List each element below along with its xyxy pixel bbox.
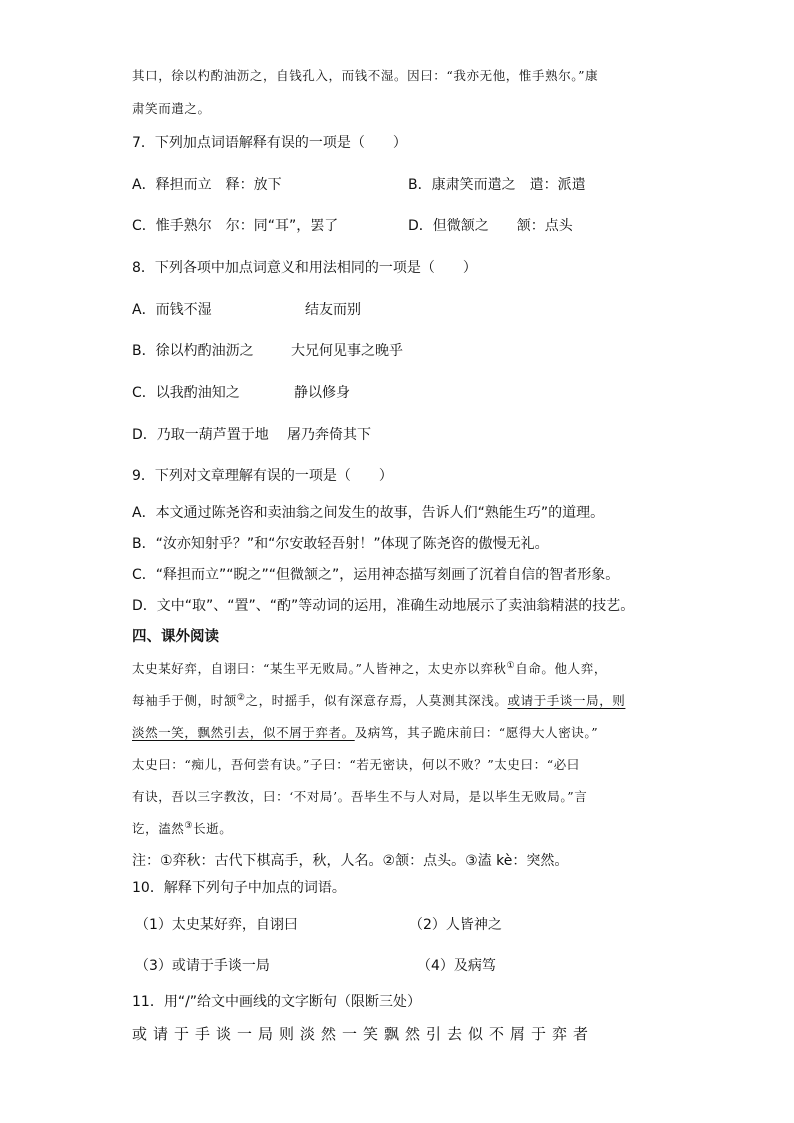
- question-8-option-a[interactable]: A．而钱不湿: [132, 302, 212, 318]
- question-10-stem: 10．解释下列句子中加点的词语。: [132, 880, 346, 896]
- passage-text: 每袖手于侧，时颔: [132, 693, 237, 708]
- question-9-option-c[interactable]: C．“释担而立”“睨之”“但微颔之”，运用神态描写刻画了沉着自信的智者形象。: [132, 567, 620, 583]
- question-8-stem: 8．下列各项中加点词意义和用法相同的一项是（ ）: [132, 260, 477, 276]
- question-7-option-b[interactable]: B．康肃笑而遣之 遣：派遣: [408, 177, 586, 193]
- reading-passage-line-5: 有诀，吾以三字教汝，曰：‘不对局’。吾毕生不与人对局，是以毕生无败局。”言: [132, 789, 588, 804]
- question-10-item-3: （3）或请于手谈一局: [135, 958, 270, 974]
- question-8-option-a-compare: 结友而别: [305, 302, 361, 318]
- passage-tail-line-1: 其口，徐以杓酌油沥之，自钱孔入，而钱不湿。因曰：“我亦无他，惟手熟尔。”康: [132, 68, 599, 83]
- passage-notes: 注：①弈秋：古代下棋高手，秋，人名。②颔：点头。③溘 kè：突然。: [132, 853, 569, 869]
- question-7-option-a[interactable]: A．释担而立 释：放下: [132, 177, 282, 193]
- question-8-option-c[interactable]: C．以我酌油知之: [132, 385, 240, 401]
- question-9-option-a[interactable]: A．本文通过陈尧咨和卖油翁之间发生的故事，告诉人们“熟能生巧”的道理。: [132, 505, 605, 521]
- passage-text: 太史某好弈，自诩曰：“某生平无败局。”人皆神之，太史亦以弈秋: [132, 661, 507, 676]
- question-10-item-2: （2）人皆神之: [409, 917, 502, 933]
- question-8-option-d[interactable]: D．乃取一葫芦置于地: [132, 427, 269, 443]
- question-8-option-b[interactable]: B．徐以杓酌油沥之: [132, 343, 254, 359]
- passage-text: 长逝。: [193, 821, 233, 836]
- question-8-option-d-compare: 屠乃奔倚其下: [287, 427, 371, 443]
- reading-passage-line-4: 太史曰：“痴儿，吾何尝有诀。”子曰：“若无密诀，何以不败？”太史曰：“必曰: [132, 757, 580, 772]
- passage-text: 之，时摇手，似有深意存焉，人莫测其深浅。: [245, 693, 508, 708]
- passage-text: 自命。他人弈，: [515, 661, 607, 676]
- underlined-sentence-part-1: 或请于手谈一局，则: [507, 693, 626, 708]
- question-8-option-c-compare: 静以修身: [294, 385, 350, 401]
- reading-passage-line-3: [132, 724, 598, 742]
- underlined-sentence-part-2: 淡然一笑，飘然引去，似不屑于弈者。: [132, 725, 355, 740]
- question-10-item-4: （4）及病笃: [417, 958, 496, 974]
- passage-text: 讫，溘然: [132, 821, 185, 836]
- reading-passage-line-1: [132, 660, 607, 678]
- footnote-marker-3: ③: [184, 820, 194, 831]
- passage-text: 及病笃，其子跪床前曰：“愿得大人密诀。”: [354, 725, 599, 740]
- reading-passage-line-2: [132, 692, 625, 710]
- question-9-option-d[interactable]: D．文中“取”、“置”、“酌”等动词的运用，准确生动地展示了卖油翁精湛的技艺。: [132, 598, 635, 614]
- question-9-stem: 9．下列对文章理解有误的一项是（ ）: [132, 468, 393, 484]
- question-7-option-d[interactable]: D．但微颔之 颔：点头: [408, 218, 573, 234]
- reading-passage-line-6: [132, 820, 232, 838]
- question-9-option-b[interactable]: B．“汝亦知射乎？”和“尔安敢轻吾射！”体现了陈尧咨的傲慢无礼。: [132, 536, 549, 552]
- question-10-item-1: （1）太史某好弈，自诩曰: [135, 917, 298, 933]
- question-7-option-c[interactable]: C．惟手熟尔 尔：同“耳”，罢了: [132, 218, 339, 234]
- footnote-marker-1: ①: [506, 660, 516, 671]
- passage-tail-line-2: 肃笑而遣之。: [132, 101, 211, 116]
- question-11-sentence: 或请于手谈一局则淡然一笑飘然引去似不屑于弈者: [132, 1025, 595, 1043]
- question-7-stem: 7．下列加点词语解释有误的一项是（ ）: [132, 135, 407, 151]
- question-11-stem: 11．用“/”给文中画线的文字断句（限断三处）: [132, 994, 422, 1010]
- footnote-marker-2: ②: [236, 692, 246, 703]
- section-4-heading: 四、课外阅读: [132, 629, 219, 645]
- question-8-option-b-compare: 大兄何见事之晚乎: [291, 343, 403, 359]
